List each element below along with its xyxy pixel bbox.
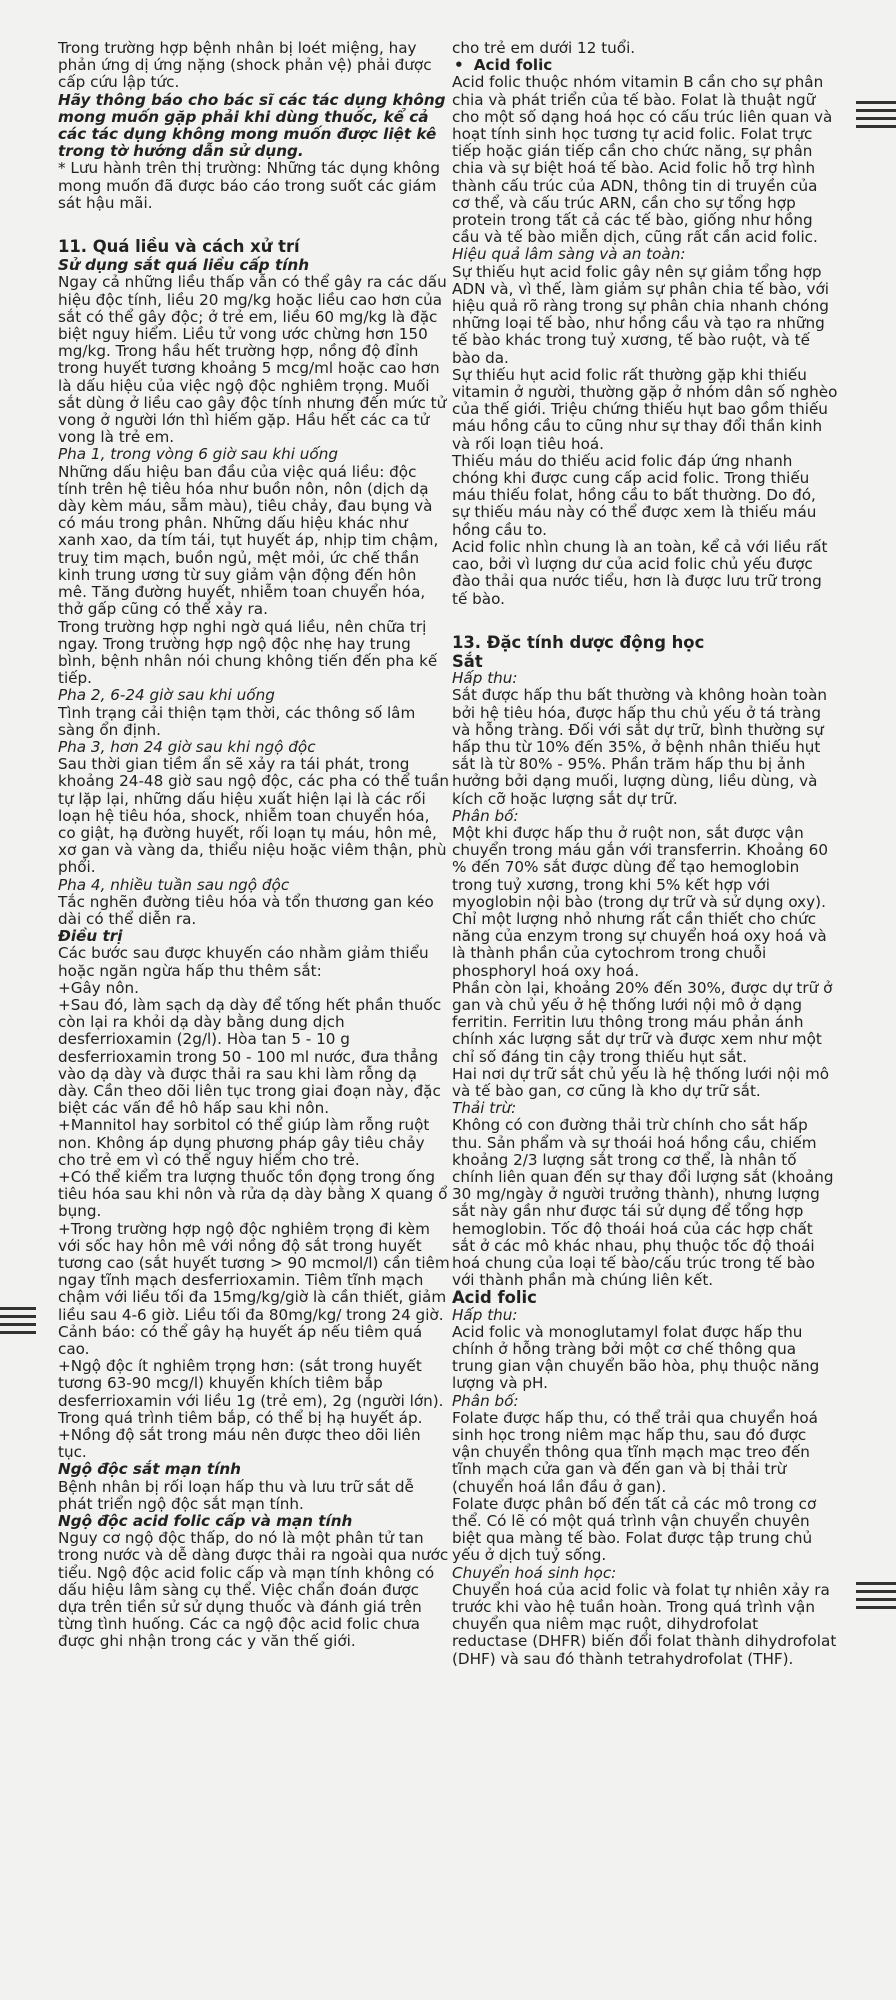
right-paragraph-14: Phần còn lại, khoảng 20% đến 30%, được dự trữ ở gan và chủ yếu ở hệ thống lưới nội mô ở dạng ferritin. Ferritin lưu thông trong máu phản ánh chính xác lượng sắt dự trữ và được xem như một chỉ số đáng tin cậy trong thiếu hụt sắt. — [452, 978, 833, 1066]
right-paragraph-6: Thiếu máu do thiếu acid folic đáp ứng nhanh chóng khi được cung cấp acid folic. Trong thiếu máu thiếu folat, hồng cầu to bất thường. Do đó, sự thiếu máu này có thể được xem là thiếu máu hồng cầu to. — [452, 451, 817, 539]
right-paragraph-16: Thải trừ: — [452, 1099, 517, 1118]
right-paragraph-25: Chuyển hoá của acid folic và folat tự nhiên xảy ra trước khi vào hệ tuần hoàn. Trong quá trình vận chuyển qua niêm mạc ruột, dihydrofolat reductase (DHFR) biến đổi folat thành dihydrofolat (DHF) và sau đó thành tetrahydrofolat (THF). — [452, 1580, 837, 1668]
right-paragraph-8: 13. Đặc tính dược động học — [452, 632, 705, 652]
left-paragraph-17: +Gây nôn. — [58, 978, 139, 997]
left-paragraph-9: Pha 2, 6-24 giờ sau khi uống — [58, 686, 275, 705]
left-paragraph-6: Pha 1, trong vòng 6 giờ sau khi uống — [58, 445, 338, 464]
left-paragraph-12: Sau thời gian tiềm ẩn sẽ xảy ra tái phát, trong khoảng 24-48 giờ sau ngộ độc, các pha có thể tuần tự lặp lại, những dấu hiệu xuất hiện lại là các rối loạn hệ tiêu hóa, shock, nhiễm toan chuyển hóa, co giật, hạ đường huyết, rối loạn tụ máu, hôn mê, xơ gan và vàng da, thiểu niệu hoặc viêm thận, phù phổi. — [58, 755, 450, 877]
left-paragraph-10: Tình trạng cải thiện tạm thời, các thông số lâm sàng ổn định. — [58, 703, 416, 739]
left-paragraph-5: Ngay cả những liều thấp vẫn có thể gây ra các dấu hiệu độc tính, liều 20 mg/kg hoặc liều cao hơn của sắt có thể gây độc; ở trẻ em, liều 60 mg/kg là đặc biệt nguy hiểm. Liều tử vong ước chừng hơn 150 mg/kg. Trong hầu hết trường hợp, nồng độ đỉnh trong huyết tương khoảng 5 mcg/ml hoặc cao hơn là dấu hiệu của việc ngộ độc nghiêm trọng. Muối sắt dùng ở liều cao gây độc tính nhưng đến mức tử vong ở người lớn thì hiếm gặp. Hầu hết các ca tử vong là trẻ em. — [58, 273, 447, 447]
left-paragraph-27: Nguy cơ ngộ độc thấp, do nó là một phân tử tan trong nước và dễ dàng được thải ra ngoài qua nước tiểu. Ngộ độc acid folic cấp và mạn tính không có dấu hiệu lâm sàng cụ thể. Việc chẩn đoán được dựa trên tiền sử sử dụng thuốc và đánh giá trên từng tình huống. Các ca ngộ độc acid folic chưa được ghi nhận trong các y văn thế giới. — [58, 1529, 449, 1651]
margin-mark-right-top — [856, 101, 896, 133]
left-paragraph-24: Ngộ độc sắt mạn tính — [58, 1460, 241, 1479]
right-paragraph-11: Sắt được hấp thu bất thường và không hoàn toàn bởi hệ tiêu hóa, được hấp thu chủ yếu ở tá tràng và hỗng tràng. Đối với sắt dự trữ, bình thường sự hấp thu từ 10% đến 35%, ở bệnh nhân thiếu hụt sắt là từ 80% - 95%. Phần trăm hấp thu bị ảnh hưởng bởi dạng muối, lượng dùng, liều dùng, và kích cỡ hoặc lượng sắt dự trữ. — [452, 686, 828, 808]
left-paragraph-1: Hãy thông báo cho bác sĩ các tác dụng không mong muốn gặp phải khi dùng thuốc, kể cả các tác dụng không mong muốn được liệt kê trong tờ hướng dẫn sử dụng. — [58, 90, 446, 161]
right-paragraph-13: Một khi được hấp thu ở ruột non, sắt được vận chuyển trong máu gắn với transferrin. Khoảng 60 % đến 70% sắt được dùng để tạo hemoglobin trong tuỷ xương, trong khi 5% kết hợp với myoglobin nội bào (trong dự trữ và sử dụng oxy). Chỉ một lượng nhỏ nhưng rất cần thiết cho chức năng của enzym trong sự chuyển hoá oxy hoá và là thành phần của cytochrom trong chuỗi phosphoryl hoá oxy hoá. — [452, 823, 828, 980]
right-paragraph-5: Sự thiếu hụt acid folic rất thường gặp khi thiếu vitamin ở người, thường gặp ở nhóm dân số nghèo của thế giới. Triệu chứng thiếu hụt bao gồm thiếu máu hồng cầu to cũng như sự thay đổi thần kinh và rối loạn tiêu hoá. — [452, 365, 838, 453]
left-paragraph-25: Bệnh nhân bị rối loạn hấp thu và lưu trữ sắt dễ phát triển ngộ độc sắt mạn tính. — [58, 1477, 414, 1513]
left-paragraph-23: +Nồng độ sắt trong máu nên được theo dõi liên tục. — [58, 1426, 421, 1462]
right-paragraph-18: Acid folic — [452, 1288, 537, 1308]
left-paragraph-26: Ngộ độc acid folic cấp và mạn tính — [58, 1512, 353, 1531]
left-paragraph-2: * Lưu hành trên thị trường: Những tác dụng không mong muốn đã được báo cáo trong suốt các giám sát hậu mãi. — [58, 159, 441, 212]
left-paragraph-19: +Mannitol hay sorbitol có thể giúp làm rỗng ruột non. Không áp dụng phương pháp gây tiêu chảy cho trẻ em vì có thể nguy hiểm cho trẻ. — [58, 1116, 430, 1169]
left-paragraph-15: Điều trị — [58, 927, 123, 946]
right-paragraph-19: Hấp thu: — [452, 1305, 518, 1324]
left-paragraph-4: Sử dụng sắt quá liều cấp tính — [58, 256, 310, 275]
left-column — [58, 40, 450, 1651]
right-paragraph-21: Phân bố: — [452, 1391, 519, 1410]
margin-mark-left — [0, 1307, 36, 1339]
left-paragraph-21: +Trong trường hợp ngộ độc nghiêm trọng đi kèm với sốc hay hôn mê với nồng độ sắt trong huyết tương cao (sắt huyết tương > 90 mcmol/l) cần tiêm ngay tĩnh mạch desferrioxamin. Tiêm tĩnh mạch chậm với liều tối đa 15mg/kg/giờ là cần thiết, giảm liều sau 4-6 giờ. Liều tối đa 80mg/kg/ trong 24 giờ. Cảnh báo: có thể gây hạ huyết áp nếu tiêm quá cao. — [58, 1219, 450, 1359]
left-paragraph-16: Các bước sau được khuyến cáo nhằm giảm thiểu hoặc ngăn ngừa hấp thu thêm sắt: — [58, 944, 429, 980]
right-column — [452, 40, 838, 1668]
margin-mark-right-bottom — [856, 1582, 896, 1614]
right-paragraph-4: Sự thiếu hụt acid folic gây nên sự giảm tổng hợp ADN và, vì thế, làm giảm sự phân chia tế bào, với hiệu quả rõ ràng trong sự phân chia nhanh chóng những loại tế bào, như hồng cầu và tạo ra những tế bào khác trong tuỷ xương, tế bào ruột, và tế bào da. — [452, 262, 830, 367]
right-paragraph-24: Chuyển hoá sinh học: — [452, 1563, 617, 1582]
right-paragraph-20: Acid folic và monoglutamyl folat được hấp thu chính ở hỗng tràng bởi một cơ chế thông qua trung gian vận chuyển bão hòa, phụ thuộc năng lượng và pH. — [452, 1322, 820, 1393]
right-paragraph-23: Folate được phân bố đến tất cả các mô trong cơ thể. Có lẽ có một quá trình vận chuyển chuyên biệt qua màng tế bào. Folat được tập trung chủ yếu ở dịch tuỷ sống. — [452, 1494, 817, 1565]
left-paragraph-18: +Sau đó, làm sạch dạ dày để tống hết phần thuốc còn lại ra khỏi dạ dày bằng dung dịch desferrioxamin (2g/l). Hòa tan 5 - 10 g desferrioxamin trong 50 - 100 ml nước, đưa thẳng vào dạ dày và được thải ra sau khi làm rỗng dạ dày. Cần theo dõi liên tục trong giai đoạn này, đặc biệt các vấn đề hô hấp sau khi nôn. — [58, 995, 442, 1118]
left-paragraph-14: Tắc nghẽn đường tiêu hóa và tổn thương gan kéo dài có thể diễn ra. — [58, 892, 434, 928]
right-paragraph-22: Folate được hấp thu, có thể trải qua chuyển hoá sinh học trong niêm mạc hấp thu, sau đó được vận chuyển thông qua tĩnh mạch mạc treo đến tĩnh mạch cửa gan và đến gan và bị thải trừ (chuyển hoá lần đầu ở gan). — [452, 1408, 818, 1496]
right-paragraph-3: Hiệu quả lâm sàng và an toàn: — [452, 245, 686, 264]
right-paragraph-10: Hấp thu: — [452, 669, 518, 688]
left-paragraph-13: Pha 4, nhiều tuần sau ngộ độc — [58, 875, 290, 894]
left-paragraph-8: Trong trường hợp nghi ngờ quá liều, nên chữa trị ngay. Trong trường hợp ngộ độc nhẹ hay trung bình, bệnh nhân nói chung không tiến đến pha kế tiếp. — [58, 617, 438, 688]
right-paragraph-0: cho trẻ em dưới 12 tuổi. — [452, 39, 636, 57]
left-paragraph-7: Những dấu hiệu ban đầu của việc quá liều: độc tính trên hệ tiêu hóa như buồn nôn, nôn (dịch dạ dày kèm máu, sẫm màu), tiêu chảy, đau bụng và có máu trong phân. Những dấu hiệu khác như xanh xao, da tím tái, tụt huyết áp, nhịp tim chậm, truỵ tim mạch, buồn ngủ, mệt mỏi, ức chế thần kinh trung ương từ suy giảm vận động đến hôn mê. Tăng đường huyết, nhiễm toan chuyển hóa, thở gấp cũng có thể xảy ra. — [58, 462, 439, 619]
left-paragraph-11: Pha 3, hơn 24 giờ sau khi ngộ độc — [58, 737, 316, 756]
right-paragraph-15: Hai nơi dự trữ sắt chủ yếu là hệ thống lưới nội mô và tế bào gan, cơ cũng là kho dự trữ sắt. — [452, 1064, 830, 1100]
left-paragraph-20: +Có thể kiểm tra lượng thuốc tồn đọng trong ống tiêu hóa sau khi nôn và rửa dạ dày bằng X quang ổ bụng. — [58, 1168, 448, 1221]
left-paragraph-22: +Ngộ độc ít nghiêm trọng hơn: (sắt trong huyết tương 63-90 mcg/l) khuyến khích tiêm bắp desferrioxamin với liều 1g (trẻ em), 2g (người lớn). Trong quá trình tiêm bắp, có thể bị hạ huyết áp. — [58, 1357, 444, 1427]
left-paragraph-3: 11. Quá liều và cách xử trí — [58, 237, 300, 257]
left-paragraph-0: Trong trường hợp bệnh nhân bị loét miệng, hay phản ứng dị ứng nặng (shock phản vệ) phải được cấp cứu lập tức. — [58, 39, 432, 92]
right-paragraph-1: • Acid folic — [452, 57, 838, 74]
right-paragraph-7: Acid folic nhìn chung là an toàn, kể cả với liều rất cao, bởi vì lượng dư của acid folic chủ yếu được đào thải qua nước tiểu, hơn là được lưu trữ trong tế bào. — [452, 537, 828, 608]
right-paragraph-12: Phân bố: — [452, 806, 519, 825]
right-paragraph-9: Sắt — [452, 651, 483, 671]
right-paragraph-17: Không có con đường thải trừ chính cho sắt hấp thu. Sản phẩm và sự thoái hoá hồng cầu, chiếm khoảng 2/3 lượng sắt trong cơ thể, là nhân tố chính liên quan đến sự thay đổi lượng sắt (khoảng 30 mg/ngày ở người trưởng thành), nhưng lượng sắt này gần như được tái sử dụng để tổng hợp hemoglobin. Tốc độ thoái hoá của các hợp chất sắt ở các mô khác nhau, phụ thuộc tốc độ thoái hoá chung của loại tế bào/cấu trúc trong tế bào với thành phần mà chúng liên kết. — [452, 1116, 834, 1290]
right-paragraph-2: Acid folic thuộc nhóm vitamin B cần cho sự phân chia và phát triển của tế bào. Folat là thuật ngữ cho một số dạng hoá học có cấu trúc liên quan và hoạt tính sinh học tương tự acid folic. Folat trực tiếp hoặc gián tiếp cần cho chức năng, sự phân chia và sự biệt hoá tế bào. Acid folic hỗ trợ hình thành cấu trúc của ADN, thông tin di truyền của cơ thể, và cấu trúc ARN, cần cho sự tổng hợp protein trong tất cả các tế bào, giống như hồng cầu và tế bào miễn dịch, cũng rất cần acid folic. — [452, 73, 833, 247]
